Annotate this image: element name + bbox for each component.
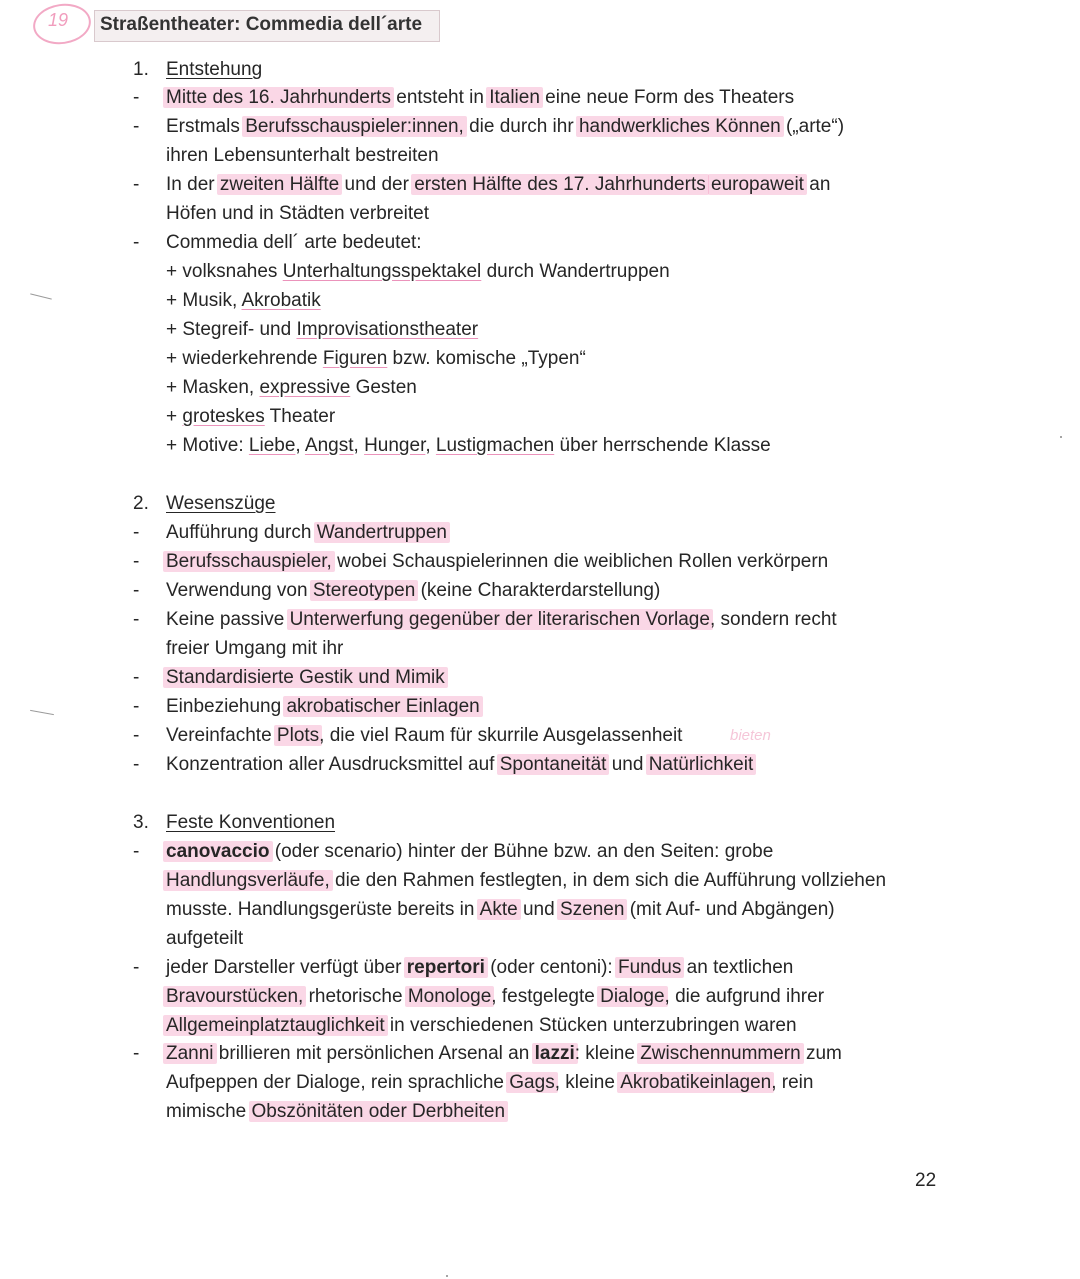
- text-line: [166, 1071, 813, 1095]
- text-line: [166, 289, 321, 313]
- text-run: , die viel Raum für skurrile Ausgelassenheit: [319, 725, 683, 746]
- text-line: [166, 550, 828, 574]
- text-run: über herrschende Klasse: [554, 435, 771, 456]
- highlighted-phrase: Dialoge: [597, 986, 667, 1007]
- text-run: rhetorische: [303, 986, 408, 1007]
- text-run: + Motive:: [166, 435, 249, 456]
- text-line: [166, 115, 844, 139]
- bullet-dash: -: [133, 551, 140, 572]
- text-line: [166, 1042, 842, 1066]
- text-run: aufgeteilt: [166, 928, 244, 949]
- section-number-2: 2.: [133, 493, 149, 514]
- page-number: 22: [915, 1170, 937, 1191]
- margin-pen-mark: [30, 293, 52, 299]
- bullet-dash: -: [133, 841, 140, 862]
- text-line: [166, 376, 417, 400]
- text-line: [166, 666, 445, 690]
- highlighted-phrase: Unterwerfung gegenüber der literarischen Vorlage: [287, 609, 713, 630]
- text-run: Commedia dell´ arte bedeutet:: [166, 232, 422, 253]
- highlighted-phrase: europaweit: [708, 174, 807, 195]
- text-run: jeder Darsteller verfügt über: [166, 957, 407, 978]
- highlighted-phrase: handwerkliches Können: [576, 116, 784, 137]
- text-line: [166, 927, 243, 951]
- underlined-phrase: Lustigmachen: [435, 435, 555, 456]
- underlined-phrase: Unterhaltungsspektakel: [282, 261, 482, 282]
- text-line: [166, 173, 830, 197]
- text-line: [166, 318, 478, 342]
- highlighted-phrase: ersten Hälfte des 17. Jahrhunderts: [411, 174, 709, 195]
- text-run: und: [606, 754, 649, 775]
- text-run: an: [803, 174, 831, 195]
- bullet-dash: -: [133, 957, 140, 978]
- text-run: („arte“): [780, 116, 845, 137]
- text-line: [166, 579, 660, 603]
- faded-handwritten-note: bieten: [730, 727, 771, 744]
- text-line: [166, 608, 837, 632]
- highlighted-phrase: Wandertruppen: [314, 522, 450, 543]
- scan-speck: [1060, 436, 1062, 438]
- text-run: brillieren mit persönlichen Arsenal an: [213, 1043, 535, 1064]
- handwritten-page-number: 19: [48, 10, 69, 30]
- underlined-phrase: groteskes: [182, 406, 265, 427]
- text-run: in verschiedenen Stücken unterzubringen waren: [384, 1015, 797, 1036]
- highlighted-phrase: Standardisierte Gestik und Mimik: [163, 667, 448, 688]
- text-run: ihren Lebensunterhalt bestreiten: [166, 145, 439, 166]
- margin-pen-mark: [30, 710, 54, 715]
- text-run: (keine Charakterdarstellung): [415, 580, 661, 601]
- highlighted-phrase: Obszönitäten oder Derbheiten: [249, 1101, 509, 1122]
- bullet-dash: -: [133, 232, 140, 253]
- text-line: [166, 753, 753, 777]
- underlined-phrase: Figuren: [322, 348, 388, 369]
- text-run: Vereinfachte: [166, 725, 277, 746]
- text-run: musste. Handlungsgerüste bereits in: [166, 899, 480, 920]
- highlighted-phrase: Zwischennummern: [637, 1043, 804, 1064]
- highlighted-phrase: Akte: [477, 899, 521, 920]
- text-line: [166, 347, 586, 371]
- underlined-phrase: Akrobatik: [241, 290, 321, 311]
- text-run: eine neue Form des Theaters: [539, 87, 795, 108]
- highlighted-phrase: Mitte des 16. Jahrhunderts: [163, 87, 394, 108]
- section-heading-entstehung: Entstehung: [166, 59, 263, 80]
- text-run: durch Wandertruppen: [481, 261, 670, 282]
- underlined-phrase: Angst: [304, 435, 354, 456]
- highlighted-phrase: zweiten Hälfte: [217, 174, 342, 195]
- page-title: Straßentheater: Commedia dell´arte: [100, 14, 423, 35]
- text-run: (mit Auf- und Abgängen): [624, 899, 835, 920]
- text-run: entsteht in: [390, 87, 490, 108]
- bullet-dash: -: [133, 174, 140, 195]
- bullet-dash: -: [133, 696, 140, 717]
- bullet-dash: -: [133, 1043, 140, 1064]
- text-line: [166, 86, 794, 110]
- text-run: ,: [295, 435, 305, 456]
- bullet-dash: -: [133, 580, 140, 601]
- text-line: [166, 434, 771, 458]
- highlighted-phrase: Szenen: [557, 899, 627, 920]
- scan-speck: [446, 1275, 448, 1277]
- text-run: Aufführung durch: [166, 522, 317, 543]
- highlighted-phrase: Fundus: [615, 957, 684, 978]
- bullet-dash: -: [133, 609, 140, 630]
- text-line: [166, 695, 480, 719]
- text-run: , die aufgrund ihrer: [664, 986, 825, 1007]
- text-run: + volksnahes: [166, 261, 283, 282]
- text-run: Keine passive: [166, 609, 290, 630]
- bullet-dash: -: [133, 87, 140, 108]
- highlighted-phrase: Natürlichkeit: [646, 754, 757, 775]
- text-run: , kleine: [554, 1072, 621, 1093]
- text-run: , festgelegte: [491, 986, 601, 1007]
- text-run: Einbeziehung: [166, 696, 287, 717]
- text-run: ,: [425, 435, 436, 456]
- text-run: In der: [166, 174, 220, 195]
- text-line: [166, 231, 422, 255]
- text-line: [166, 144, 439, 168]
- text-run: Höfen und in Städten verbreitet: [166, 203, 430, 224]
- text-run: + Stegreif- und: [166, 319, 297, 340]
- text-run: mimische: [166, 1101, 252, 1122]
- section-heading-wesenszuege: Wesenszüge: [166, 493, 276, 514]
- text-run: freier Umgang mit ihr: [166, 638, 344, 659]
- text-run: und der: [339, 174, 415, 195]
- bullet-dash: -: [133, 667, 140, 688]
- text-run: + Masken,: [166, 377, 260, 398]
- text-line: [166, 869, 886, 893]
- text-line: [166, 724, 682, 748]
- text-line: [166, 202, 429, 226]
- highlighted-phrase: lazzi: [532, 1043, 578, 1064]
- text-run: Aufpeppen der Dialoge, rein sprachliche: [166, 1072, 510, 1093]
- text-run: : kleine: [574, 1043, 641, 1064]
- highlighted-phrase: Bravourstücken,: [163, 986, 306, 1007]
- highlighted-phrase: Handlungsverläufe,: [163, 870, 333, 891]
- highlighted-phrase: Allgemeinplatztauglichkeit: [163, 1015, 388, 1036]
- text-run: , rein: [771, 1072, 814, 1093]
- bullet-dash: -: [133, 725, 140, 746]
- text-line: [166, 521, 447, 545]
- underlined-phrase: Improvisationstheater: [296, 319, 479, 340]
- text-run: Verwendung von: [166, 580, 313, 601]
- highlighted-phrase: canovaccio: [163, 841, 273, 862]
- section-heading-feste-konventionen: Feste Konventionen: [166, 812, 336, 833]
- text-run: (oder centoni):: [484, 957, 618, 978]
- text-line: [166, 405, 335, 429]
- highlighted-phrase: Berufsschauspieler,: [163, 551, 335, 572]
- text-run: an textlichen: [681, 957, 794, 978]
- highlighted-phrase: Gags: [506, 1072, 557, 1093]
- highlighted-phrase: Plots: [274, 725, 322, 746]
- highlighted-phrase: akrobatischer Einlagen: [283, 696, 482, 717]
- highlighted-phrase: Akrobatikeinlagen: [617, 1072, 774, 1093]
- highlighted-phrase: repertori: [404, 957, 488, 978]
- text-line: [166, 956, 793, 980]
- text-line: [166, 1014, 797, 1038]
- highlighted-phrase: Zanni: [163, 1043, 217, 1064]
- text-run: +: [166, 406, 183, 427]
- highlighted-phrase: Monologe: [405, 986, 494, 1007]
- text-line: [166, 985, 824, 1009]
- highlighted-phrase: Berufsschauspieler:innen,: [242, 116, 467, 137]
- text-run: + wiederkehrende: [166, 348, 323, 369]
- text-run: ,: [353, 435, 365, 456]
- text-line: [166, 898, 835, 922]
- highlighted-phrase: Spontaneität: [497, 754, 610, 775]
- underlined-phrase: Hunger: [364, 435, 426, 456]
- underlined-phrase: expressive: [259, 377, 351, 398]
- text-run: wobei Schauspielerinnen die weiblichen Rollen verkörpern: [331, 551, 829, 572]
- section-number-1: 1.: [133, 59, 149, 80]
- text-run: die durch ihr: [463, 116, 579, 137]
- text-run: und: [517, 899, 560, 920]
- text-run: Konzentration aller Ausdrucksmittel auf: [166, 754, 500, 775]
- text-run: + Musik,: [166, 290, 242, 311]
- bullet-dash: -: [133, 522, 140, 543]
- text-run: Erstmals: [166, 116, 246, 137]
- highlighted-phrase: Stereotypen: [310, 580, 418, 601]
- text-line: [166, 260, 670, 284]
- text-run: Gesten: [350, 377, 417, 398]
- text-run: (oder scenario) hinter der Bühne bzw. an den Seiten: grobe: [269, 841, 774, 862]
- text-run: bzw. komische „Typen“: [387, 348, 586, 369]
- section-number-3: 3.: [133, 812, 149, 833]
- text-run: die den Rahmen festlegten, in dem sich die Aufführung vollziehen: [329, 870, 887, 891]
- text-run: zum: [800, 1043, 842, 1064]
- highlighted-phrase: Italien: [486, 87, 543, 108]
- bullet-dash: -: [133, 754, 140, 775]
- underlined-phrase: Liebe: [248, 435, 296, 456]
- text-run: Theater: [264, 406, 336, 427]
- text-line: [166, 637, 343, 661]
- text-run: , sondern recht: [709, 609, 837, 630]
- text-line: [166, 1100, 505, 1124]
- text-line: [166, 840, 773, 864]
- bullet-dash: -: [133, 116, 140, 137]
